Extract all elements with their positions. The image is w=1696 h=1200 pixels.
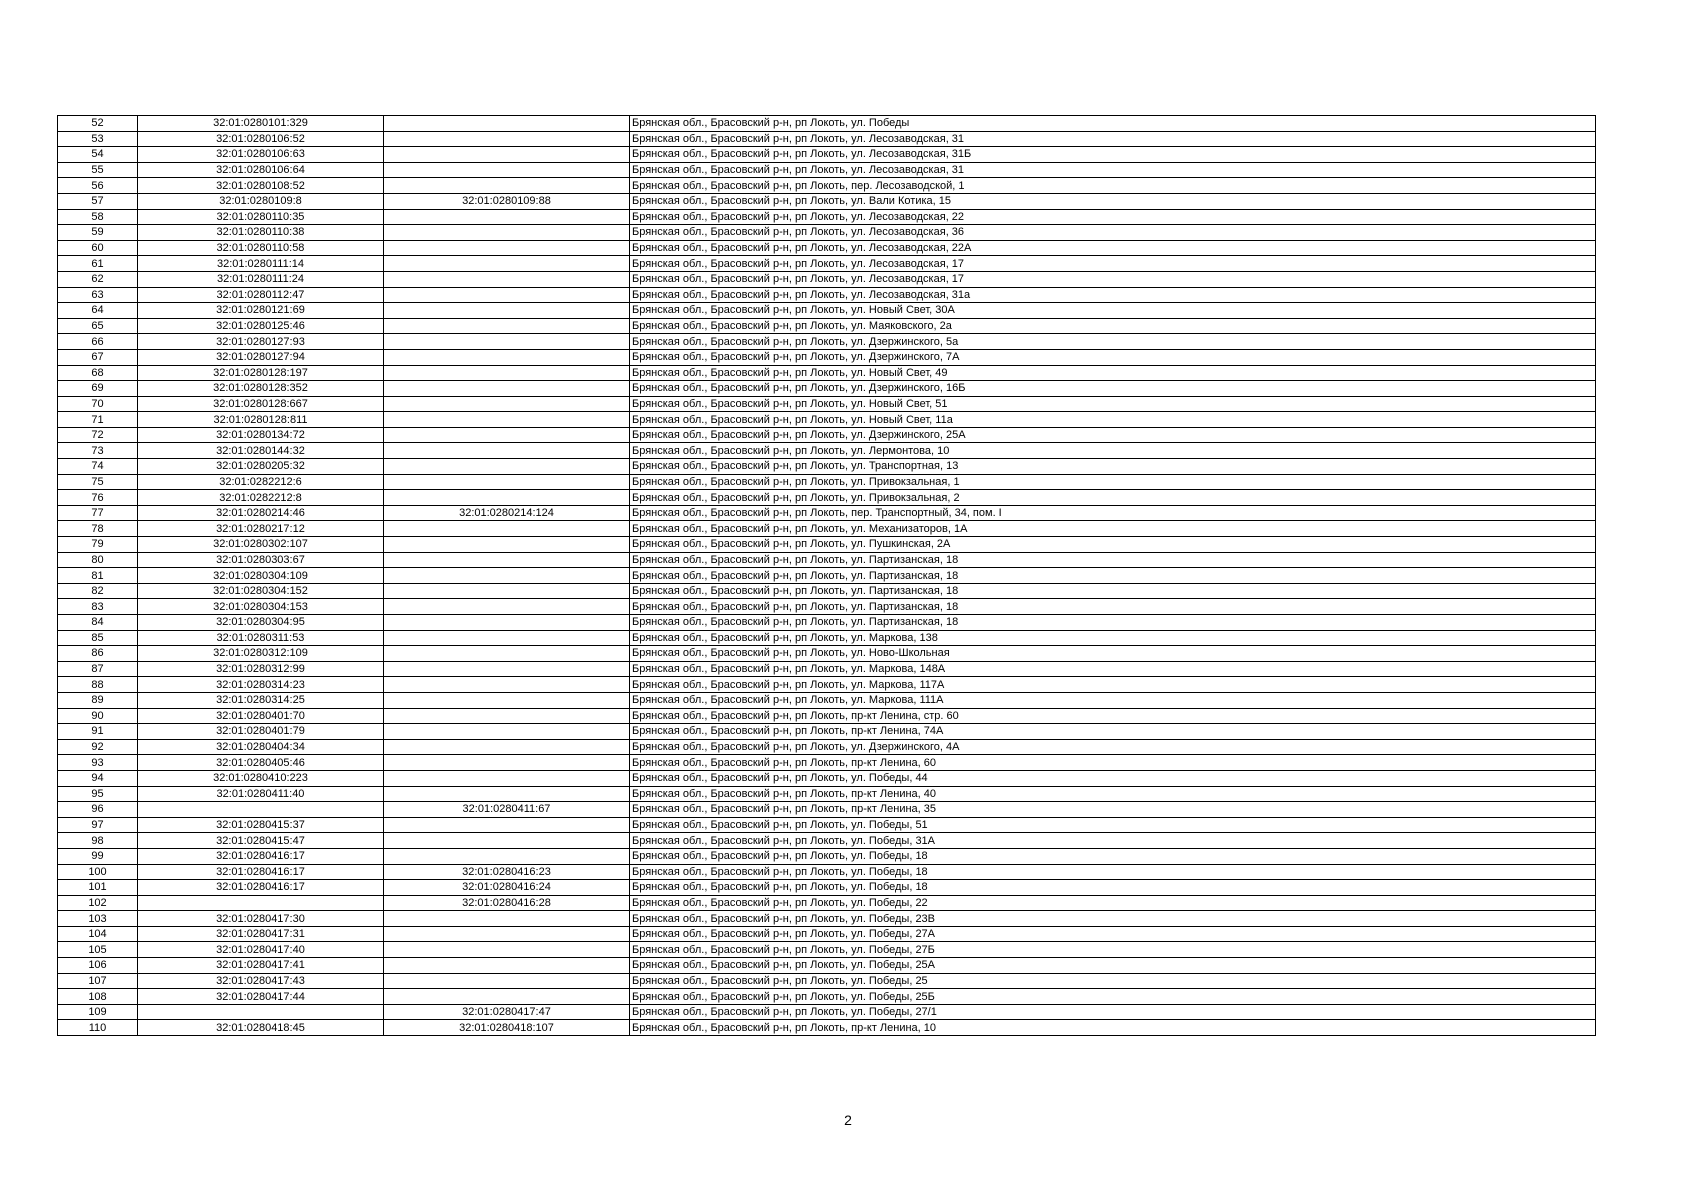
- address-cell: Брянская обл., Брасовский р-н, рп Локоть, ул. Лесозаводская, 31Б: [630, 147, 1596, 163]
- cadastral-number-cell: [138, 895, 384, 911]
- table-row: [58, 193, 1596, 209]
- row-number-cell: 97: [58, 817, 138, 833]
- table-row: [58, 911, 1596, 927]
- secondary-cadastral-number-cell: [384, 303, 630, 319]
- address-cell: Брянская обл., Брасовский р-н, рп Локоть, ул. Победы, 18: [630, 880, 1596, 896]
- row-number-cell: 82: [58, 583, 138, 599]
- address-cell: Брянская обл., Брасовский р-н, рп Локоть, ул. Дзержинского, 25А: [630, 427, 1596, 443]
- table-row: [58, 802, 1596, 818]
- row-number-cell: 103: [58, 911, 138, 927]
- cadastral-number-cell: 32:01:0280110:38: [138, 225, 384, 241]
- address-cell: Брянская обл., Брасовский р-н, рп Локоть, ул. Лесозаводская, 31: [630, 131, 1596, 147]
- secondary-cadastral-number-cell: [384, 427, 630, 443]
- address-cell: Брянская обл., Брасовский р-н, рп Локоть, ул. Лесозаводская, 22А: [630, 240, 1596, 256]
- row-number-cell: 59: [58, 225, 138, 241]
- row-number-cell: 81: [58, 568, 138, 584]
- table-row: [58, 755, 1596, 771]
- table-row: [58, 271, 1596, 287]
- row-number-cell: 85: [58, 630, 138, 646]
- cadastral-number-cell: 32:01:0280314:23: [138, 677, 384, 693]
- cadastral-number-cell: 32:01:0280411:40: [138, 786, 384, 802]
- table-row: [58, 287, 1596, 303]
- cadastral-number-cell: 32:01:0280314:25: [138, 692, 384, 708]
- table-row: [58, 848, 1596, 864]
- address-cell: Брянская обл., Брасовский р-н, рп Локоть, ул. Победы, 25Б: [630, 989, 1596, 1005]
- table-row: [58, 973, 1596, 989]
- address-cell: Брянская обл., Брасовский р-н, рп Локоть, ул. Победы, 22: [630, 895, 1596, 911]
- secondary-cadastral-number-cell: [384, 116, 630, 132]
- table-row: [58, 443, 1596, 459]
- table-row: [58, 926, 1596, 942]
- cadastral-number-cell: 32:01:0280415:37: [138, 817, 384, 833]
- table-row: [58, 958, 1596, 974]
- address-cell: Брянская обл., Брасовский р-н, рп Локоть, ул. Победы, 23В: [630, 911, 1596, 927]
- cadastral-number-cell: 32:01:0280312:99: [138, 661, 384, 677]
- cadastral-number-cell: 32:01:0280415:47: [138, 833, 384, 849]
- address-cell: Брянская обл., Брасовский р-н, рп Локоть, ул. Победы, 31А: [630, 833, 1596, 849]
- address-cell: Брянская обл., Брасовский р-н, рп Локоть, ул. Вали Котика, 15: [630, 193, 1596, 209]
- cadastral-number-cell: 32:01:0280401:79: [138, 724, 384, 740]
- address-cell: Брянская обл., Брасовский р-н, рп Локоть, ул. Новый Свет, 49: [630, 365, 1596, 381]
- cadastral-number-cell: 32:01:0280127:94: [138, 349, 384, 365]
- row-number-cell: 73: [58, 443, 138, 459]
- row-number-cell: 109: [58, 1004, 138, 1020]
- secondary-cadastral-number-cell: [384, 271, 630, 287]
- table-row: [58, 786, 1596, 802]
- row-number-cell: 69: [58, 381, 138, 397]
- table-row: [58, 490, 1596, 506]
- table-row: [58, 661, 1596, 677]
- secondary-cadastral-number-cell: [384, 443, 630, 459]
- table-row: [58, 412, 1596, 428]
- address-cell: Брянская обл., Брасовский р-н, рп Локоть, пр-кт Ленина, 40: [630, 786, 1596, 802]
- table-row: [58, 708, 1596, 724]
- table-row: [58, 162, 1596, 178]
- address-cell: Брянская обл., Брасовский р-н, рп Локоть, ул. Победы, 27/1: [630, 1004, 1596, 1020]
- row-number-cell: 93: [58, 755, 138, 771]
- table-row: [58, 833, 1596, 849]
- secondary-cadastral-number-cell: [384, 646, 630, 662]
- address-cell: Брянская обл., Брасовский р-н, рп Локоть, ул. Маяковского, 2а: [630, 318, 1596, 334]
- secondary-cadastral-number-cell: [384, 630, 630, 646]
- cadastral-number-cell: 32:01:0280121:69: [138, 303, 384, 319]
- row-number-cell: 106: [58, 958, 138, 974]
- address-cell: Брянская обл., Брасовский р-н, рп Локоть, ул. Привокзальная, 2: [630, 490, 1596, 506]
- secondary-cadastral-number-cell: [384, 739, 630, 755]
- secondary-cadastral-number-cell: [384, 162, 630, 178]
- cadastral-number-cell: 32:01:0280401:70: [138, 708, 384, 724]
- address-cell: Брянская обл., Брасовский р-н, рп Локоть, пер. Лесозаводской, 1: [630, 178, 1596, 194]
- secondary-cadastral-number-cell: [384, 552, 630, 568]
- cadastral-number-cell: [138, 802, 384, 818]
- row-number-cell: 62: [58, 271, 138, 287]
- table-row: [58, 599, 1596, 615]
- table-row: [58, 677, 1596, 693]
- row-number-cell: 77: [58, 505, 138, 521]
- table-row: [58, 895, 1596, 911]
- cadastral-number-cell: 32:01:0280205:32: [138, 459, 384, 475]
- cadastral-number-cell: 32:01:0282212:8: [138, 490, 384, 506]
- row-number-cell: 53: [58, 131, 138, 147]
- row-number-cell: 75: [58, 474, 138, 490]
- row-number-cell: 94: [58, 770, 138, 786]
- address-cell: Брянская обл., Брасовский р-н, рп Локоть, ул. Победы: [630, 116, 1596, 132]
- address-cell: Брянская обл., Брасовский р-н, рп Локоть, ул. Победы, 18: [630, 848, 1596, 864]
- row-number-cell: 80: [58, 552, 138, 568]
- secondary-cadastral-number-cell: [384, 178, 630, 194]
- address-cell: Брянская обл., Брасовский р-н, рп Локоть, ул. Пушкинская, 2А: [630, 537, 1596, 553]
- secondary-cadastral-number-cell: [384, 349, 630, 365]
- row-number-cell: 54: [58, 147, 138, 163]
- row-number-cell: 58: [58, 209, 138, 225]
- cadastral-number-cell: 32:01:0280111:14: [138, 256, 384, 272]
- cadastral-number-cell: 32:01:0280217:12: [138, 521, 384, 537]
- cadastral-number-cell: 32:01:0280416:17: [138, 848, 384, 864]
- table-row: [58, 537, 1596, 553]
- cadastral-number-cell: 32:01:0280144:32: [138, 443, 384, 459]
- page-number: 2: [844, 1112, 852, 1128]
- cadastral-number-cell: 32:01:0280302:107: [138, 537, 384, 553]
- table-row: [58, 318, 1596, 334]
- row-number-cell: 60: [58, 240, 138, 256]
- secondary-cadastral-number-cell: [384, 942, 630, 958]
- row-number-cell: 86: [58, 646, 138, 662]
- cadastral-number-cell: 32:01:0280304:95: [138, 615, 384, 631]
- secondary-cadastral-number-cell: 32:01:0280416:23: [384, 864, 630, 880]
- secondary-cadastral-number-cell: [384, 490, 630, 506]
- cadastral-number-cell: 32:01:0280110:58: [138, 240, 384, 256]
- row-number-cell: 84: [58, 615, 138, 631]
- cadastral-number-cell: 32:01:0280416:17: [138, 864, 384, 880]
- table-row: [58, 1020, 1596, 1036]
- secondary-cadastral-number-cell: [384, 318, 630, 334]
- address-cell: Брянская обл., Брасовский р-н, рп Локоть, ул. Новый Свет, 30А: [630, 303, 1596, 319]
- table-row: [58, 770, 1596, 786]
- address-cell: Брянская обл., Брасовский р-н, рп Локоть, ул. Маркова, 138: [630, 630, 1596, 646]
- secondary-cadastral-number-cell: [384, 755, 630, 771]
- secondary-cadastral-number-cell: [384, 708, 630, 724]
- table-row: [58, 864, 1596, 880]
- secondary-cadastral-number-cell: [384, 583, 630, 599]
- secondary-cadastral-number-cell: 32:01:0280417:47: [384, 1004, 630, 1020]
- address-cell: Брянская обл., Брасовский р-н, рп Локоть, ул. Партизанская, 18: [630, 552, 1596, 568]
- secondary-cadastral-number-cell: [384, 817, 630, 833]
- secondary-cadastral-number-cell: [384, 131, 630, 147]
- cadastral-number-cell: 32:01:0280417:30: [138, 911, 384, 927]
- table-row: [58, 365, 1596, 381]
- row-number-cell: 105: [58, 942, 138, 958]
- row-number-cell: 74: [58, 459, 138, 475]
- row-number-cell: 90: [58, 708, 138, 724]
- table-row: [58, 568, 1596, 584]
- row-number-cell: 57: [58, 193, 138, 209]
- secondary-cadastral-number-cell: [384, 287, 630, 303]
- table-row: [58, 646, 1596, 662]
- secondary-cadastral-number-cell: [384, 209, 630, 225]
- row-number-cell: 102: [58, 895, 138, 911]
- cadastral-number-cell: 32:01:0280109:8: [138, 193, 384, 209]
- row-number-cell: 52: [58, 116, 138, 132]
- address-cell: Брянская обл., Брасовский р-н, рп Локоть, ул. Лесозаводская, 36: [630, 225, 1596, 241]
- secondary-cadastral-number-cell: 32:01:0280416:28: [384, 895, 630, 911]
- row-number-cell: 79: [58, 537, 138, 553]
- cadastral-number-cell: 32:01:0280311:53: [138, 630, 384, 646]
- address-cell: Брянская обл., Брасовский р-н, рп Локоть, ул. Партизанская, 18: [630, 583, 1596, 599]
- row-number-cell: 95: [58, 786, 138, 802]
- secondary-cadastral-number-cell: [384, 599, 630, 615]
- secondary-cadastral-number-cell: [384, 412, 630, 428]
- table-row: [58, 880, 1596, 896]
- secondary-cadastral-number-cell: 32:01:0280416:24: [384, 880, 630, 896]
- cadastral-number-cell: 32:01:0280108:52: [138, 178, 384, 194]
- cadastral-number-cell: 32:01:0280416:17: [138, 880, 384, 896]
- table-row: [58, 724, 1596, 740]
- cadastral-number-cell: 32:01:0280110:35: [138, 209, 384, 225]
- table-row: [58, 505, 1596, 521]
- secondary-cadastral-number-cell: [384, 256, 630, 272]
- table-row: [58, 349, 1596, 365]
- secondary-cadastral-number-cell: [384, 911, 630, 927]
- address-cell: Брянская обл., Брасовский р-н, рп Локоть, пр-кт Ленина, 60: [630, 755, 1596, 771]
- address-cell: Брянская обл., Брасовский р-н, рп Локоть, ул. Новый Свет, 51: [630, 396, 1596, 412]
- row-number-cell: 91: [58, 724, 138, 740]
- secondary-cadastral-number-cell: [384, 958, 630, 974]
- row-number-cell: 68: [58, 365, 138, 381]
- secondary-cadastral-number-cell: [384, 615, 630, 631]
- table-row: [58, 225, 1596, 241]
- row-number-cell: 110: [58, 1020, 138, 1036]
- secondary-cadastral-number-cell: [384, 537, 630, 553]
- address-cell: Брянская обл., Брасовский р-н, рп Локоть, ул. Дзержинского, 4А: [630, 739, 1596, 755]
- table-row: [58, 552, 1596, 568]
- table-row: [58, 178, 1596, 194]
- row-number-cell: 61: [58, 256, 138, 272]
- address-cell: Брянская обл., Брасовский р-н, рп Локоть, ул. Транспортная, 13: [630, 459, 1596, 475]
- secondary-cadastral-number-cell: [384, 396, 630, 412]
- row-number-cell: 66: [58, 334, 138, 350]
- cadastral-number-cell: 32:01:0280417:43: [138, 973, 384, 989]
- cadastral-number-cell: 32:01:0280128:667: [138, 396, 384, 412]
- row-number-cell: 92: [58, 739, 138, 755]
- row-number-cell: 87: [58, 661, 138, 677]
- secondary-cadastral-number-cell: [384, 661, 630, 677]
- table-row: [58, 630, 1596, 646]
- address-cell: Брянская обл., Брасовский р-н, рп Локоть, ул. Лесозаводская, 31а: [630, 287, 1596, 303]
- row-number-cell: 56: [58, 178, 138, 194]
- secondary-cadastral-number-cell: [384, 365, 630, 381]
- cadastral-number-cell: 32:01:0280405:46: [138, 755, 384, 771]
- cadastral-number-cell: 32:01:0280134:72: [138, 427, 384, 443]
- row-number-cell: 55: [58, 162, 138, 178]
- address-cell: Брянская обл., Брасовский р-н, рп Локоть, ул. Лесозаводская, 31: [630, 162, 1596, 178]
- address-cell: Брянская обл., Брасовский р-н, рп Локоть, ул. Привокзальная, 1: [630, 474, 1596, 490]
- secondary-cadastral-number-cell: [384, 677, 630, 693]
- cadastral-number-cell: 32:01:0280111:24: [138, 271, 384, 287]
- secondary-cadastral-number-cell: 32:01:0280411:67: [384, 802, 630, 818]
- address-cell: Брянская обл., Брасовский р-н, рп Локоть, ул. Победы, 25А: [630, 958, 1596, 974]
- cadastral-number-cell: 32:01:0280128:811: [138, 412, 384, 428]
- secondary-cadastral-number-cell: [384, 225, 630, 241]
- row-number-cell: 107: [58, 973, 138, 989]
- address-cell: Брянская обл., Брасовский р-н, рп Локоть, ул. Партизанская, 18: [630, 568, 1596, 584]
- table-row: [58, 240, 1596, 256]
- table-row: [58, 817, 1596, 833]
- cadastral-number-cell: 32:01:0280417:31: [138, 926, 384, 942]
- cadastral-number-cell: 32:01:0280304:152: [138, 583, 384, 599]
- secondary-cadastral-number-cell: [384, 568, 630, 584]
- table-row: [58, 521, 1596, 537]
- cadastral-number-cell: 32:01:0280125:46: [138, 318, 384, 334]
- secondary-cadastral-number-cell: [384, 848, 630, 864]
- table-row: [58, 303, 1596, 319]
- cadastral-number-cell: 32:01:0280101:329: [138, 116, 384, 132]
- cadastral-number-cell: 32:01:0282212:6: [138, 474, 384, 490]
- row-number-cell: 99: [58, 848, 138, 864]
- secondary-cadastral-number-cell: [384, 474, 630, 490]
- secondary-cadastral-number-cell: [384, 240, 630, 256]
- secondary-cadastral-number-cell: [384, 770, 630, 786]
- secondary-cadastral-number-cell: 32:01:0280109:88: [384, 193, 630, 209]
- address-cell: Брянская обл., Брасовский р-н, рп Локоть, ул. Победы, 27Б: [630, 942, 1596, 958]
- secondary-cadastral-number-cell: [384, 521, 630, 537]
- cadastral-number-cell: 32:01:0280312:109: [138, 646, 384, 662]
- table-row: [58, 1004, 1596, 1020]
- address-cell: Брянская обл., Брасовский р-н, рп Локоть, пр-кт Ленина, 74А: [630, 724, 1596, 740]
- cadastral-number-cell: 32:01:0280112:47: [138, 287, 384, 303]
- row-number-cell: 108: [58, 989, 138, 1005]
- row-number-cell: 78: [58, 521, 138, 537]
- row-number-cell: 96: [58, 802, 138, 818]
- address-cell: Брянская обл., Брасовский р-н, рп Локоть, ул. Маркова, 111А: [630, 692, 1596, 708]
- table-row: [58, 583, 1596, 599]
- secondary-cadastral-number-cell: [384, 989, 630, 1005]
- address-cell: Брянская обл., Брасовский р-н, рп Локоть, ул. Дзержинского, 16Б: [630, 381, 1596, 397]
- address-cell: Брянская обл., Брасовский р-н, рп Локоть, ул. Лермонтова, 10: [630, 443, 1596, 459]
- property-table: [57, 115, 1596, 1036]
- cadastral-number-cell: 32:01:0280106:52: [138, 131, 384, 147]
- secondary-cadastral-number-cell: [384, 724, 630, 740]
- address-cell: Брянская обл., Брасовский р-н, рп Локоть, ул. Лесозаводская, 22: [630, 209, 1596, 225]
- cadastral-number-cell: 32:01:0280128:352: [138, 381, 384, 397]
- table-row: [58, 739, 1596, 755]
- address-cell: Брянская обл., Брасовский р-н, рп Локоть, ул. Победы, 44: [630, 770, 1596, 786]
- cadastral-number-cell: 32:01:0280418:45: [138, 1020, 384, 1036]
- cadastral-number-cell: 32:01:0280303:67: [138, 552, 384, 568]
- table-row: [58, 989, 1596, 1005]
- table-row: [58, 147, 1596, 163]
- secondary-cadastral-number-cell: 32:01:0280214:124: [384, 505, 630, 521]
- cadastral-number-cell: 32:01:0280214:46: [138, 505, 384, 521]
- cadastral-number-cell: 32:01:0280127:93: [138, 334, 384, 350]
- row-number-cell: 64: [58, 303, 138, 319]
- table-row: [58, 615, 1596, 631]
- secondary-cadastral-number-cell: [384, 973, 630, 989]
- row-number-cell: 83: [58, 599, 138, 615]
- row-number-cell: 98: [58, 833, 138, 849]
- table-row: [58, 131, 1596, 147]
- address-cell: Брянская обл., Брасовский р-н, рп Локоть, пер. Транспортный, 34, пом. I: [630, 505, 1596, 521]
- address-cell: Брянская обл., Брасовский р-н, рп Локоть, ул. Партизанская, 18: [630, 615, 1596, 631]
- cadastral-number-cell: 32:01:0280417:40: [138, 942, 384, 958]
- address-cell: Брянская обл., Брасовский р-н, рп Локоть, ул. Новый Свет, 11а: [630, 412, 1596, 428]
- cadastral-number-cell: 32:01:0280304:109: [138, 568, 384, 584]
- secondary-cadastral-number-cell: [384, 692, 630, 708]
- secondary-cadastral-number-cell: [384, 786, 630, 802]
- table-row: [58, 396, 1596, 412]
- address-cell: Брянская обл., Брасовский р-н, рп Локоть, ул. Партизанская, 18: [630, 599, 1596, 615]
- cadastral-number-cell: 32:01:0280410:223: [138, 770, 384, 786]
- address-cell: Брянская обл., Брасовский р-н, рп Локоть, ул. Маркова, 117А: [630, 677, 1596, 693]
- table-row: [58, 334, 1596, 350]
- cadastral-number-cell: 32:01:0280417:41: [138, 958, 384, 974]
- address-cell: Брянская обл., Брасовский р-н, рп Локоть, ул. Дзержинского, 5а: [630, 334, 1596, 350]
- address-cell: Брянская обл., Брасовский р-н, рп Локоть, пр-кт Ленина, стр. 60: [630, 708, 1596, 724]
- row-number-cell: 63: [58, 287, 138, 303]
- row-number-cell: 71: [58, 412, 138, 428]
- secondary-cadastral-number-cell: [384, 833, 630, 849]
- address-cell: Брянская обл., Брасовский р-н, рп Локоть, ул. Ново-Школьная: [630, 646, 1596, 662]
- row-number-cell: 100: [58, 864, 138, 880]
- row-number-cell: 104: [58, 926, 138, 942]
- row-number-cell: 76: [58, 490, 138, 506]
- cadastral-number-cell: 32:01:0280417:44: [138, 989, 384, 1005]
- cadastral-number-cell: 32:01:0280128:197: [138, 365, 384, 381]
- secondary-cadastral-number-cell: 32:01:0280418:107: [384, 1020, 630, 1036]
- row-number-cell: 72: [58, 427, 138, 443]
- table-row: [58, 427, 1596, 443]
- address-cell: Брянская обл., Брасовский р-н, рп Локоть, ул. Победы, 25: [630, 973, 1596, 989]
- table-row: [58, 692, 1596, 708]
- cadastral-number-cell: [138, 1004, 384, 1020]
- address-cell: Брянская обл., Брасовский р-н, рп Локоть, ул. Лесозаводская, 17: [630, 256, 1596, 272]
- cadastral-number-cell: 32:01:0280304:153: [138, 599, 384, 615]
- secondary-cadastral-number-cell: [384, 147, 630, 163]
- property-table-body: [58, 116, 1596, 1036]
- address-cell: Брянская обл., Брасовский р-н, рп Локоть, ул. Победы, 18: [630, 864, 1596, 880]
- row-number-cell: 70: [58, 396, 138, 412]
- cadastral-number-cell: 32:01:0280404:34: [138, 739, 384, 755]
- address-cell: Брянская обл., Брасовский р-н, рп Локоть, ул. Дзержинского, 7А: [630, 349, 1596, 365]
- address-cell: Брянская обл., Брасовский р-н, рп Локоть, ул. Победы, 27А: [630, 926, 1596, 942]
- address-cell: Брянская обл., Брасовский р-н, рп Локоть, ул. Маркова, 148А: [630, 661, 1596, 677]
- table-row: [58, 116, 1596, 132]
- table-row: [58, 381, 1596, 397]
- table-row: [58, 256, 1596, 272]
- cadastral-number-cell: 32:01:0280106:64: [138, 162, 384, 178]
- table-row: [58, 209, 1596, 225]
- row-number-cell: 88: [58, 677, 138, 693]
- secondary-cadastral-number-cell: [384, 926, 630, 942]
- table-row: [58, 474, 1596, 490]
- table-row: [58, 942, 1596, 958]
- secondary-cadastral-number-cell: [384, 381, 630, 397]
- table-row: [58, 459, 1596, 475]
- secondary-cadastral-number-cell: [384, 334, 630, 350]
- secondary-cadastral-number-cell: [384, 459, 630, 475]
- row-number-cell: 101: [58, 880, 138, 896]
- address-cell: Брянская обл., Брасовский р-н, рп Локоть, ул. Лесозаводская, 17: [630, 271, 1596, 287]
- address-cell: Брянская обл., Брасовский р-н, рп Локоть, пр-кт Ленина, 10: [630, 1020, 1596, 1036]
- row-number-cell: 67: [58, 349, 138, 365]
- address-cell: Брянская обл., Брасовский р-н, рп Локоть, пр-кт Ленина, 35: [630, 802, 1596, 818]
- address-cell: Брянская обл., Брасовский р-н, рп Локоть, ул. Механизаторов, 1А: [630, 521, 1596, 537]
- row-number-cell: 65: [58, 318, 138, 334]
- row-number-cell: 89: [58, 692, 138, 708]
- cadastral-number-cell: 32:01:0280106:63: [138, 147, 384, 163]
- address-cell: Брянская обл., Брасовский р-н, рп Локоть, ул. Победы, 51: [630, 817, 1596, 833]
